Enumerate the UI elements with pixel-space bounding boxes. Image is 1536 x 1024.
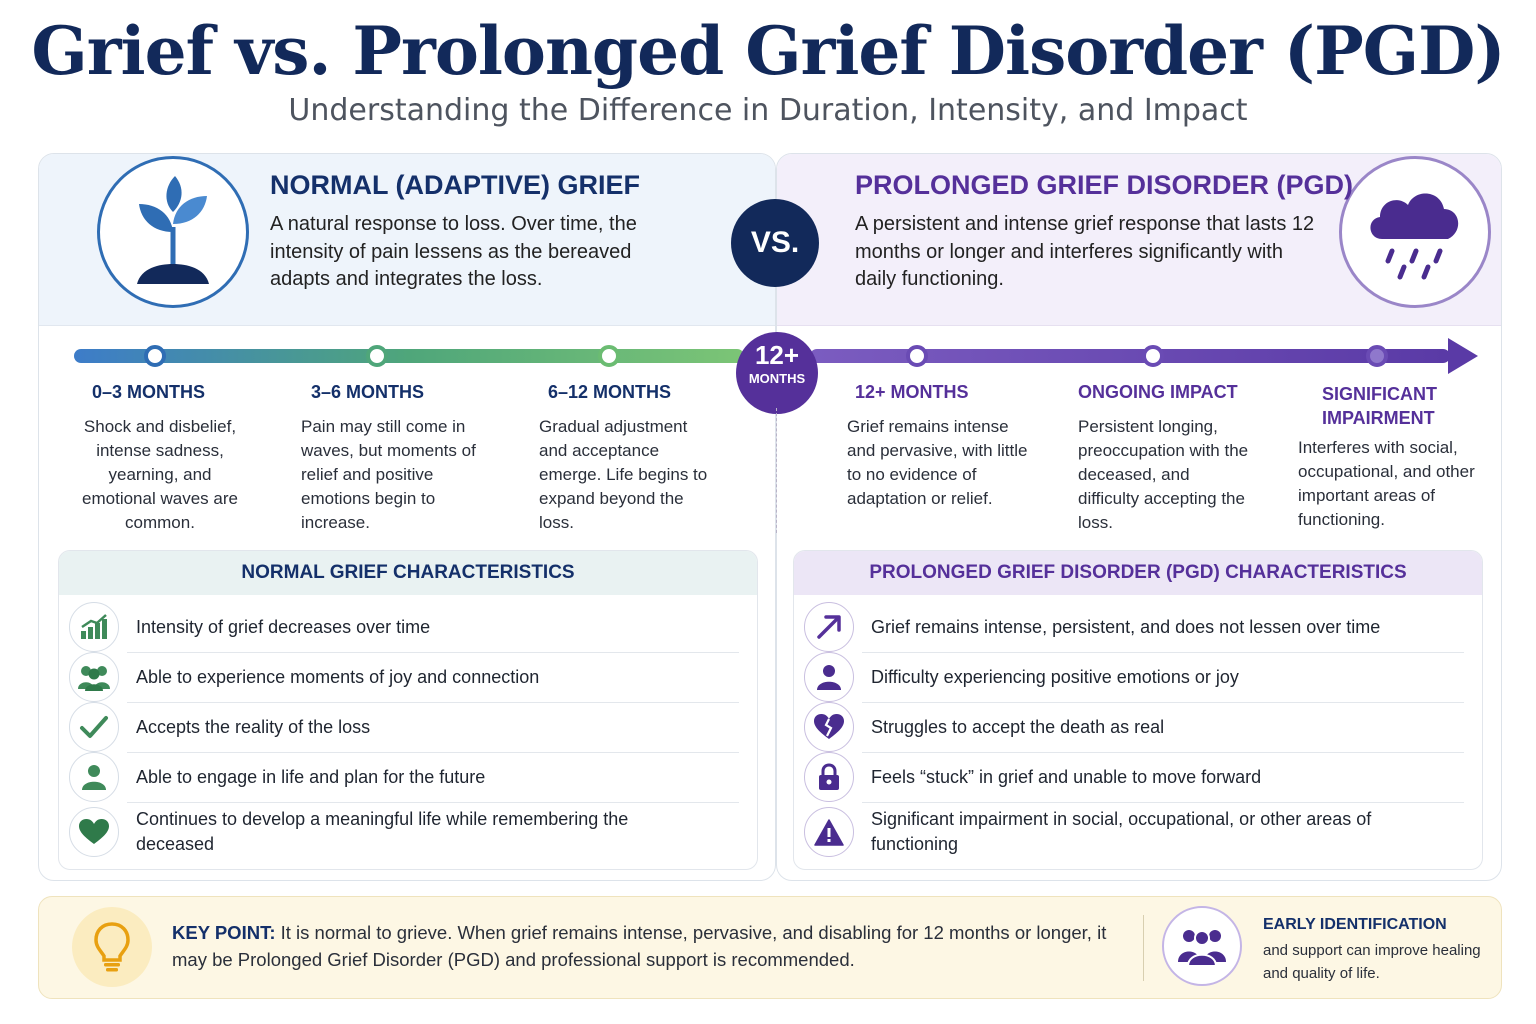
checkmark-icon <box>69 702 119 752</box>
rain-cloud-icon <box>1339 156 1491 308</box>
person-icon <box>804 652 854 702</box>
warning-icon <box>804 807 854 857</box>
list-item-text: Able to engage in life and plan for the future <box>136 766 486 787</box>
support-group-icon <box>1162 906 1242 986</box>
list-item-text: Able to experience moments of joy and connection <box>136 666 540 687</box>
stage-text: Pain may still come in waves, but moments of relief and positive emotions begin to increase. <box>301 417 476 532</box>
list-item <box>59 702 758 752</box>
heart-icon <box>69 807 119 857</box>
key-point-label: KEY POINT: <box>172 922 276 943</box>
list-item-text: Difficulty experiencing positive emotions or joy <box>871 666 1239 687</box>
stage-text: Interferes with social, occupational, and other important areas of functioning. <box>1298 438 1475 529</box>
stage-title: SIGNIFICANT IMPAIRMENT <box>1322 384 1437 428</box>
normal-characteristics-title: NORMAL GRIEF CHARACTERISTICS <box>59 551 757 595</box>
pgd-characteristics-panel <box>793 550 1483 870</box>
timeline-marker-12-plus <box>908 347 926 365</box>
list-item-text: Feels “stuck” in grief and unable to move forward <box>871 766 1262 787</box>
stage-12-plus-months <box>847 382 1037 511</box>
twelve-months-badge-label: MONTHS <box>748 371 806 386</box>
group-icon <box>69 652 119 702</box>
key-point-divider <box>1143 915 1144 981</box>
list-item-text: Grief remains intense, persistent, and does not lessen over time <box>871 616 1381 637</box>
key-point-text: It is normal to grieve. When grief remains intense, pervasive, and disabling for 12 months or longer, it may be Prolonged Grief Disorder (PGD) and professional support is recommended. <box>172 922 1107 970</box>
normal-characteristics-panel <box>58 550 758 870</box>
stage-title: ONGOING IMPACT <box>1078 382 1238 402</box>
list-item <box>59 752 758 802</box>
pgd-description: A persistent and intense grief response that lasts 12 months or longer and interferes significantly with daily functioning. <box>855 213 1315 290</box>
person-icon <box>69 752 119 802</box>
lock-icon <box>804 752 854 802</box>
stage-title: 0–3 MONTHS <box>92 382 206 402</box>
stage-ongoing-impact <box>1078 382 1253 535</box>
list-item-text: Intensity of grief decreases over time <box>136 616 431 637</box>
rising-chart-icon <box>69 602 119 652</box>
timeline-marker-6-12 <box>600 347 618 365</box>
page-title: Grief vs. Prolonged Grief Disorder (PGD) <box>31 12 1505 90</box>
stage-title: 6–12 MONTHS <box>548 382 672 402</box>
timeline-marker-impairment <box>1368 347 1386 365</box>
arrow-up-right-icon <box>804 602 854 652</box>
timeline-marker-ongoing <box>1144 347 1162 365</box>
broken-heart-icon <box>804 702 854 752</box>
stage-6-12-months <box>539 382 709 535</box>
pgd-characteristics-title: PROLONGED GRIEF DISORDER (PGD) CHARACTERISTICS <box>794 551 1482 595</box>
stage-significant-impairment <box>1298 382 1483 532</box>
stage-0-3-months <box>82 382 262 535</box>
stage-text: Grief remains intense and pervasive, with little to no evidence of adaptation or relief. <box>847 417 1028 508</box>
early-identification-title: EARLY IDENTIFICATION <box>1263 916 1447 933</box>
normal-grief-title: NORMAL (ADAPTIVE) GRIEF <box>270 170 640 200</box>
timeline-marker-3-6 <box>368 347 386 365</box>
twelve-months-badge <box>736 332 818 414</box>
list-item-text: Accepts the reality of the loss <box>136 716 371 737</box>
timeline-marker-0-3 <box>146 347 164 365</box>
stage-text: Shock and disbelief, intense sadness, yearning, and emotional waves are common. <box>82 417 238 532</box>
early-identification-text: and support can improve healing and quality of life. <box>1263 942 1481 982</box>
page-subtitle: Understanding the Difference in Duration, Intensity, and Impact <box>288 93 1248 128</box>
stage-text: Gradual adjustment and acceptance emerge. Life begins to expand beyond the loss. <box>539 417 708 532</box>
list-item <box>794 602 1483 652</box>
stage-title: 12+ MONTHS <box>855 382 969 402</box>
twelve-months-badge-number: 12+ <box>754 340 800 370</box>
normal-grief-description: A natural response to loss. Over time, the intensity of pain lessens as the bereaved adapts and integrates the loss. <box>270 213 637 290</box>
list-item <box>794 802 1483 862</box>
pgd-title: PROLONGED GRIEF DISORDER (PGD) <box>855 170 1354 200</box>
stage-text: Persistent longing, preoccupation with the deceased, and difficulty accepting the loss. <box>1078 417 1249 532</box>
list-item <box>59 652 758 702</box>
sprouting-plant-icon <box>97 156 249 308</box>
list-item-text: Significant impairment in social, occupational, or other areas of functioning <box>871 809 1372 854</box>
list-item <box>59 802 758 862</box>
list-item <box>794 752 1483 802</box>
key-point-text-block <box>172 919 1132 973</box>
lightbulb-icon <box>72 907 152 987</box>
list-item-text: Struggles to accept the death as real <box>871 716 1165 737</box>
timeline-divider <box>776 408 777 533</box>
list-item <box>794 702 1483 752</box>
stage-title: 3–6 MONTHS <box>311 382 425 402</box>
list-item <box>59 602 758 652</box>
list-item-text: Continues to develop a meaningful life while remembering the deceased <box>136 809 629 854</box>
stage-3-6-months <box>301 382 481 535</box>
vs-badge: VS. <box>731 199 819 287</box>
list-item <box>794 652 1483 702</box>
